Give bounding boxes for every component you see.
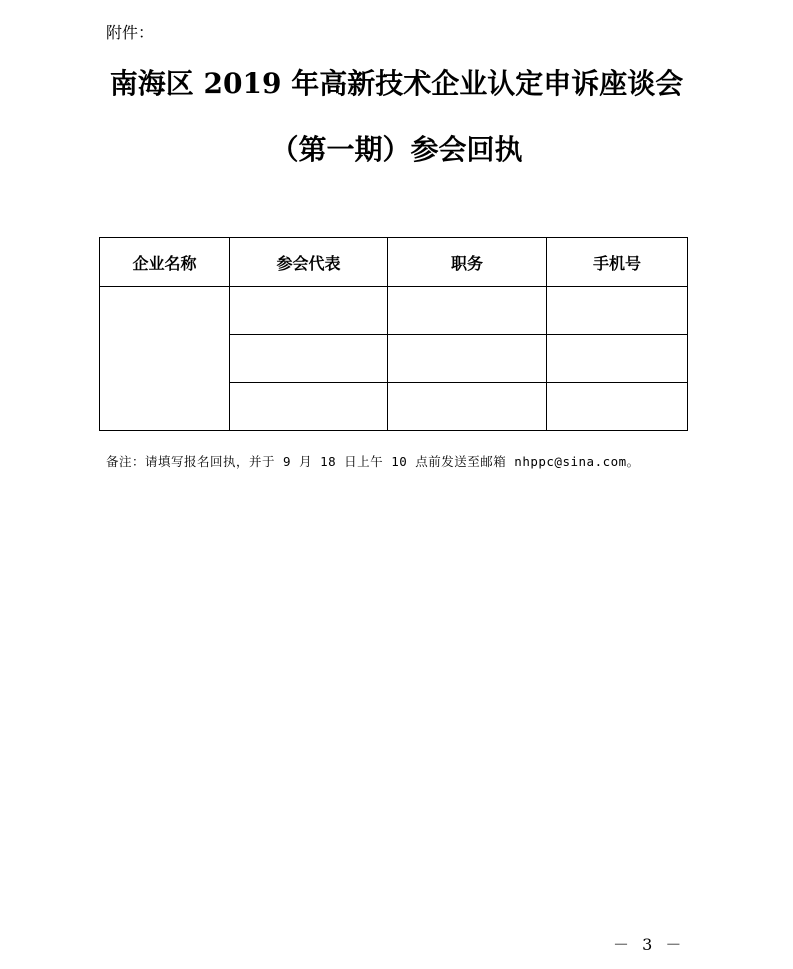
cell-representative[interactable]	[230, 383, 388, 431]
cell-representative[interactable]	[230, 287, 388, 335]
header-company-name: 企业名称	[100, 238, 230, 287]
cell-position[interactable]	[388, 335, 547, 383]
header-position: 职务	[388, 238, 547, 287]
attachment-label: 附件：	[106, 23, 155, 42]
cell-position[interactable]	[388, 383, 547, 431]
cell-company-name[interactable]	[100, 287, 230, 431]
header-mobile: 手机号	[547, 238, 688, 287]
table-row	[100, 287, 688, 335]
cell-position[interactable]	[388, 287, 547, 335]
header-representative: 参会代表	[230, 238, 388, 287]
cell-mobile[interactable]	[547, 335, 688, 383]
note-text: 备注：请填写报名回执，并于 9 月 18 日上午 10 点前发送至邮箱 nhppc@sina.com。	[106, 454, 640, 469]
cell-representative[interactable]	[230, 335, 388, 383]
page-number: － 3 －	[613, 935, 686, 954]
document-subtitle: （第一期）参会回执	[270, 133, 523, 166]
cell-mobile[interactable]	[547, 383, 688, 431]
document-title: 南海区 2019 年高新技术企业认定申诉座谈会	[109, 67, 684, 100]
table-header-row	[100, 238, 688, 287]
registration-table	[99, 237, 688, 431]
cell-mobile[interactable]	[547, 287, 688, 335]
